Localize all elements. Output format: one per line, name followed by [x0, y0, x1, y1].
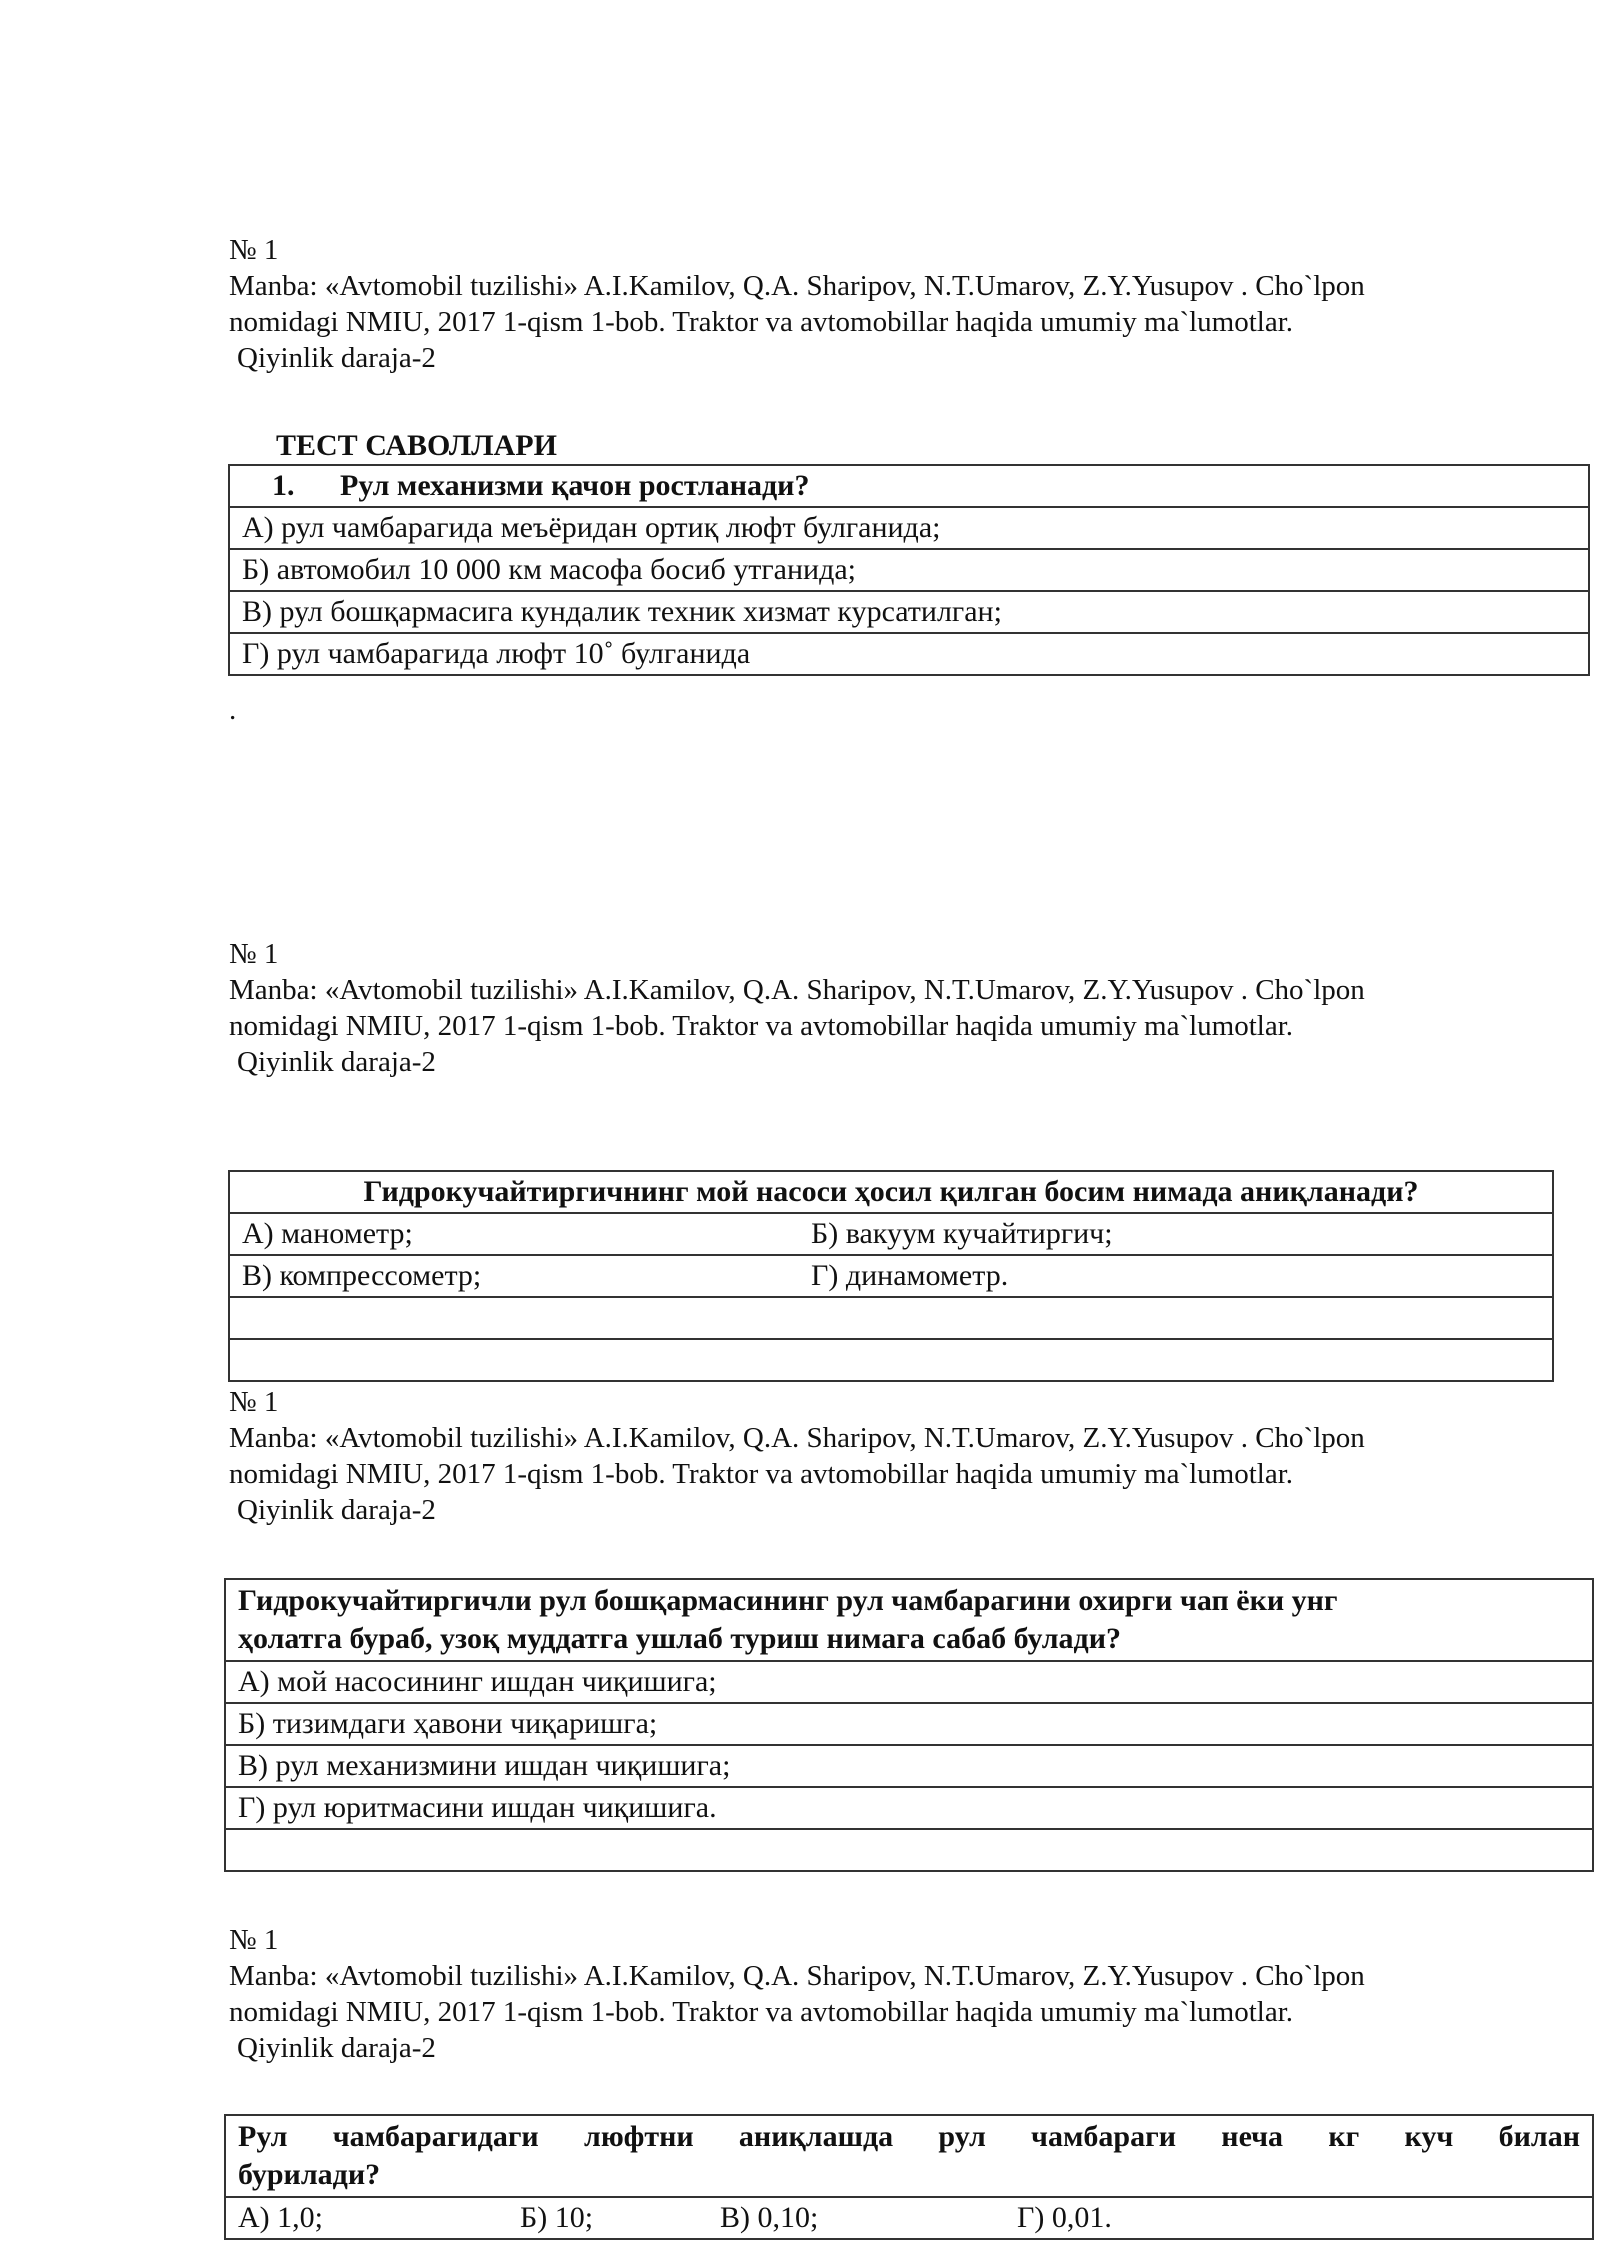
option-row	[229, 591, 1589, 633]
question-row	[229, 465, 1589, 507]
option-row	[229, 507, 1589, 549]
question-row	[225, 1579, 1593, 1661]
source-line-2: nomidagi NMIU, 2017 1-qism 1-bob. Traktor va avtomobillar haqida umumiy ma`lumotlar.	[229, 1458, 1294, 1490]
option-b: Б) вакуум кучайтиргич;	[799, 1213, 1553, 1255]
item-number: № 1	[229, 938, 279, 970]
empty-row	[229, 1339, 1553, 1381]
option-row	[229, 1213, 1553, 1255]
option-row	[229, 633, 1589, 675]
option-g: Г) 0,01.	[1017, 2197, 1593, 2239]
option-row	[225, 1787, 1593, 1829]
difficulty-level: Qiyinlik daraja-2	[237, 342, 436, 374]
source-line-1: Manba: «Avtomobil tuzilishi» A.I.Kamilov, Q.A. Sharipov, N.T.Umarov, Z.Y.Yusupov . Cho`lpon	[229, 1960, 1365, 1992]
option-a: А) манометр;	[229, 1213, 799, 1255]
question-table-1	[228, 464, 1590, 676]
question-line-1: Гидрокучайтиргичли рул бошқармасининг рул чамбарагини охирги чап ёки унг	[238, 1584, 1338, 1617]
source-line-1: Manba: «Avtomobil tuzilishi» A.I.Kamilov, Q.A. Sharipov, N.T.Umarov, Z.Y.Yusupov . Cho`lpon	[229, 1422, 1365, 1454]
section-heading: ТЕСТ САВОЛЛАРИ	[276, 429, 557, 462]
question-table-4	[224, 2114, 1594, 2240]
source-line-1: Manba: «Avtomobil tuzilishi» A.I.Kamilov, Q.A. Sharipov, N.T.Umarov, Z.Y.Yusupov . Cho`lpon	[229, 270, 1365, 302]
source-header-4	[229, 1922, 1519, 2066]
difficulty-level: Qiyinlik daraja-2	[237, 2032, 436, 2064]
source-line-1: Manba: «Avtomobil tuzilishi» A.I.Kamilov, Q.A. Sharipov, N.T.Umarov, Z.Y.Yusupov . Cho`lpon	[229, 974, 1365, 1006]
option-row	[225, 1703, 1593, 1745]
option-row	[229, 549, 1589, 591]
question-row	[225, 2115, 1593, 2197]
item-number: № 1	[229, 234, 279, 266]
difficulty-level: Qiyinlik daraja-2	[237, 1494, 436, 1526]
source-line-2: nomidagi NMIU, 2017 1-qism 1-bob. Traktor va avtomobillar haqida umumiy ma`lumotlar.	[229, 1996, 1294, 2028]
option-b: Б) тизимдаги ҳавони чиқаришга;	[225, 1703, 1593, 1745]
item-number: № 1	[229, 1924, 279, 1956]
option-row	[225, 1745, 1593, 1787]
source-header-1	[229, 232, 1519, 376]
option-row	[225, 2197, 1593, 2239]
option-v: В) рул бошқармасига кундалик техник хизмат курсатилган;	[229, 591, 1589, 633]
option-b: Б) 10;	[520, 2197, 720, 2239]
question-text: Гидрокучайтиргичнинг мой насоси ҳосил қилган босим нимада аниқланади?	[229, 1171, 1553, 1213]
question-line-1: Рул чамбарагидаги люфтни аниқлашда рул чамбараги неча кг куч билан	[238, 2120, 1580, 2153]
separator-dot: .	[229, 694, 237, 726]
option-b: Б) автомобил 10 000 км масофа босиб утганида;	[229, 549, 1589, 591]
option-a: А) 1,0;	[225, 2197, 520, 2239]
option-g: Г) рул юритмасини ишдан чиқишига.	[225, 1787, 1593, 1829]
option-v: В) рул механизмини ишдан чиқишига;	[225, 1745, 1593, 1787]
option-g: Г) динамометр.	[799, 1255, 1553, 1297]
option-row	[229, 1255, 1553, 1297]
question-table-2	[228, 1170, 1554, 1382]
source-header-3	[229, 1384, 1519, 1528]
question-table-3	[224, 1578, 1594, 1872]
question-line-2: ҳолатга бураб, узоқ муддатга ушлаб туриш нимага сабаб булади?	[238, 1622, 1122, 1655]
empty-row	[229, 1297, 1553, 1339]
option-v: В) компрессометр;	[229, 1255, 799, 1297]
question-text: Рул механизми қачон ростланади?	[340, 469, 810, 502]
question-number: 1.	[272, 469, 295, 502]
question-row	[229, 1171, 1553, 1213]
option-a: А) мой насосининг ишдан чиқишига;	[225, 1661, 1593, 1703]
option-v: В) 0,10;	[720, 2197, 1017, 2239]
option-a: А) рул чамбарагида меъёридан ортиқ люфт булганида;	[229, 507, 1589, 549]
item-number: № 1	[229, 1386, 279, 1418]
question-line-2: бурилади?	[238, 2158, 381, 2191]
source-line-2: nomidagi NMIU, 2017 1-qism 1-bob. Traktor va avtomobillar haqida umumiy ma`lumotlar.	[229, 1010, 1294, 1042]
option-g: Г) рул чамбарагида люфт 10˚ булганида	[229, 633, 1589, 675]
source-header-2	[229, 936, 1519, 1080]
option-row	[225, 1661, 1593, 1703]
source-line-2: nomidagi NMIU, 2017 1-qism 1-bob. Traktor va avtomobillar haqida umumiy ma`lumotlar.	[229, 306, 1294, 338]
difficulty-level: Qiyinlik daraja-2	[237, 1046, 436, 1078]
empty-row	[225, 1829, 1593, 1871]
